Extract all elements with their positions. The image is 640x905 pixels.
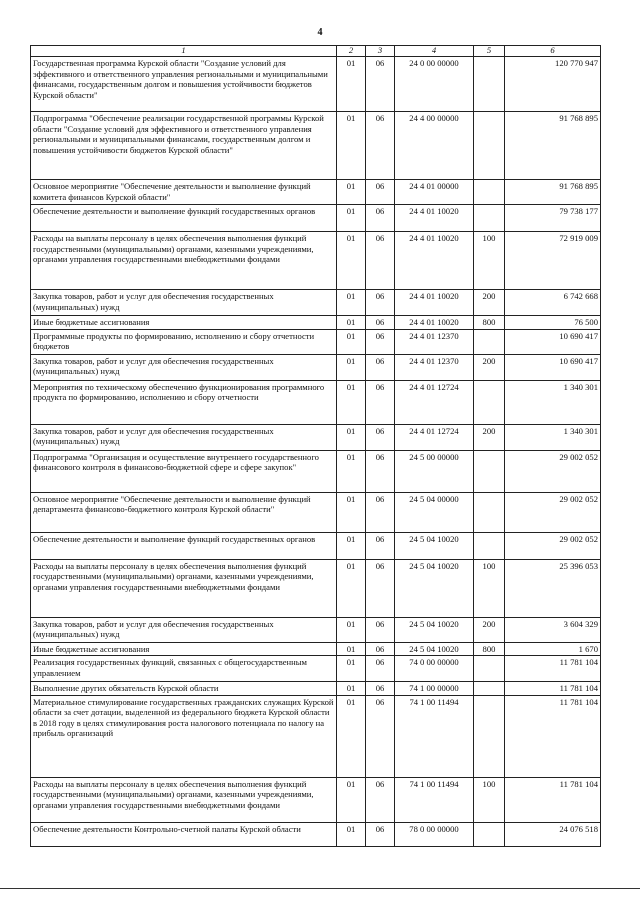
row-target-article-cell: 74 1 00 00000 [395, 682, 474, 696]
row-name-cell: Расходы на выплаты персоналу в целях обеспечения выполнения функций государственными (муниципальными) органами, казенными учреждениями, органами управления государственными внебюджетными фондами [31, 232, 337, 290]
row-expense-type-cell [474, 329, 505, 354]
row-amount-cell: 91 768 895 [505, 112, 601, 180]
row-section-cell: 01 [337, 822, 366, 846]
row-amount-cell: 10 690 417 [505, 329, 601, 354]
row-amount-cell: 3 604 329 [505, 617, 601, 642]
row-amount-cell: 91 768 895 [505, 180, 601, 205]
row-expense-type-cell [474, 57, 505, 112]
row-name-cell: Расходы на выплаты персоналу в целях обеспечения выполнения функций государственными (муниципальными) органами, казенными учреждениями, органами управления государственными внебюджетными фондами [31, 559, 337, 617]
row-subsection-cell: 06 [366, 329, 395, 354]
table-row [31, 656, 601, 682]
table-row [31, 205, 601, 232]
row-expense-type-cell [474, 112, 505, 180]
row-subsection-cell: 06 [366, 532, 395, 559]
row-name-cell: Основное мероприятие "Обеспечение деятельности и выполнение функций департамента финансово-бюджетного контроля Курской области" [31, 492, 337, 532]
row-target-article-cell: 24 5 04 10020 [395, 617, 474, 642]
row-expense-type-cell: 100 [474, 777, 505, 822]
row-expense-type-cell: 100 [474, 559, 505, 617]
row-amount-cell: 11 781 104 [505, 656, 601, 682]
row-expense-type-cell: 800 [474, 316, 505, 330]
table-row [31, 424, 601, 450]
row-section-cell: 01 [337, 450, 366, 492]
table-row [31, 316, 601, 330]
row-target-article-cell: 74 1 00 11494 [395, 777, 474, 822]
row-amount-cell: 79 738 177 [505, 205, 601, 232]
row-target-article-cell: 24 4 01 10020 [395, 316, 474, 330]
row-expense-type-cell: 200 [474, 290, 505, 316]
header-cell: 6 [505, 46, 601, 57]
row-subsection-cell: 06 [366, 777, 395, 822]
row-name-cell: Иные бюджетные ассигнования [31, 642, 337, 656]
row-amount-cell: 72 919 009 [505, 232, 601, 290]
table-row [31, 617, 601, 642]
row-target-article-cell: 24 4 01 10020 [395, 290, 474, 316]
row-name-cell: Обеспечение деятельности Контрольно-счетной палаты Курской области [31, 822, 337, 846]
header-cell: 2 [337, 46, 366, 57]
row-target-article-cell: 24 4 01 12370 [395, 329, 474, 354]
row-name-cell: Обеспечение деятельности и выполнение функций государственных органов [31, 205, 337, 232]
row-target-article-cell: 24 5 04 00000 [395, 492, 474, 532]
row-name-cell: Материальное стимулирование государственных гражданских служащих Курской области за счет дотации, выделенной из федерального бюджета Курской области в 2018 году в целях стимулирования роста налогового потенциала по налогу на прибыль организаций [31, 695, 337, 777]
table-row [31, 450, 601, 492]
row-amount-cell: 10 690 417 [505, 354, 601, 380]
row-name-cell: Обеспечение деятельности и выполнение функций государственных органов [31, 532, 337, 559]
table-row [31, 695, 601, 777]
table-header-row [31, 46, 601, 57]
row-expense-type-cell: 800 [474, 642, 505, 656]
row-expense-type-cell [474, 532, 505, 559]
table-body [31, 46, 601, 847]
row-section-cell: 01 [337, 180, 366, 205]
header-cell: 3 [366, 46, 395, 57]
row-target-article-cell: 78 0 00 00000 [395, 822, 474, 846]
row-name-cell: Иные бюджетные ассигнования [31, 316, 337, 330]
row-amount-cell: 11 781 104 [505, 777, 601, 822]
row-expense-type-cell: 200 [474, 424, 505, 450]
row-subsection-cell: 06 [366, 682, 395, 696]
row-expense-type-cell [474, 380, 505, 424]
row-subsection-cell: 06 [366, 617, 395, 642]
row-section-cell: 01 [337, 617, 366, 642]
row-section-cell: 01 [337, 424, 366, 450]
row-expense-type-cell: 200 [474, 617, 505, 642]
row-target-article-cell: 24 5 04 10020 [395, 559, 474, 617]
row-section-cell: 01 [337, 316, 366, 330]
row-subsection-cell: 06 [366, 290, 395, 316]
header-cell: 1 [31, 46, 337, 57]
header-cell: 5 [474, 46, 505, 57]
table-row [31, 354, 601, 380]
row-section-cell: 01 [337, 559, 366, 617]
row-target-article-cell: 24 4 01 10020 [395, 232, 474, 290]
table-row [31, 642, 601, 656]
row-name-cell: Закупка товаров, работ и услуг для обеспечения государственных (муниципальных) нужд [31, 424, 337, 450]
row-amount-cell: 29 002 052 [505, 492, 601, 532]
row-name-cell: Закупка товаров, работ и услуг для обеспечения государственных (муниципальных) нужд [31, 354, 337, 380]
row-subsection-cell: 06 [366, 559, 395, 617]
row-subsection-cell: 06 [366, 695, 395, 777]
row-subsection-cell: 06 [366, 656, 395, 682]
row-name-cell: Программные продукты по формированию, исполнению и сбору отчетности бюджетов [31, 329, 337, 354]
row-name-cell: Основное мероприятие "Обеспечение деятельности и выполнение функций комитета финансов Курской области" [31, 180, 337, 205]
row-expense-type-cell [474, 656, 505, 682]
row-amount-cell: 120 770 947 [505, 57, 601, 112]
row-amount-cell: 1 340 301 [505, 380, 601, 424]
table-row [31, 559, 601, 617]
table-row [31, 777, 601, 822]
row-section-cell: 01 [337, 205, 366, 232]
budget-table [30, 45, 601, 847]
row-name-cell: Выполнение других обязательств Курской области [31, 682, 337, 696]
row-subsection-cell: 06 [366, 316, 395, 330]
table-row [31, 682, 601, 696]
row-expense-type-cell: 200 [474, 354, 505, 380]
row-target-article-cell: 24 5 00 00000 [395, 450, 474, 492]
table-row [31, 492, 601, 532]
row-name-cell: Мероприятия по техническому обеспечению функционирования программного продукта по формированию, исполнению и сбору отчетности [31, 380, 337, 424]
row-section-cell: 01 [337, 777, 366, 822]
row-section-cell: 01 [337, 682, 366, 696]
row-amount-cell: 6 742 668 [505, 290, 601, 316]
row-section-cell: 01 [337, 656, 366, 682]
row-amount-cell: 1 340 301 [505, 424, 601, 450]
row-subsection-cell: 06 [366, 205, 395, 232]
row-amount-cell: 29 002 052 [505, 532, 601, 559]
row-subsection-cell: 06 [366, 112, 395, 180]
row-section-cell: 01 [337, 492, 366, 532]
row-subsection-cell: 06 [366, 232, 395, 290]
row-subsection-cell: 06 [366, 354, 395, 380]
row-target-article-cell: 24 4 01 10020 [395, 205, 474, 232]
row-section-cell: 01 [337, 642, 366, 656]
row-expense-type-cell [474, 682, 505, 696]
row-section-cell: 01 [337, 380, 366, 424]
table-row [31, 329, 601, 354]
row-subsection-cell: 06 [366, 57, 395, 112]
row-expense-type-cell [474, 180, 505, 205]
row-target-article-cell: 24 4 01 12370 [395, 354, 474, 380]
row-expense-type-cell [474, 822, 505, 846]
row-section-cell: 01 [337, 290, 366, 316]
row-section-cell: 01 [337, 354, 366, 380]
row-target-article-cell: 24 4 01 00000 [395, 180, 474, 205]
row-section-cell: 01 [337, 57, 366, 112]
row-amount-cell: 29 002 052 [505, 450, 601, 492]
table-row [31, 112, 601, 180]
row-expense-type-cell: 100 [474, 232, 505, 290]
page-bottom-rule [0, 888, 640, 889]
row-amount-cell: 11 781 104 [505, 682, 601, 696]
row-expense-type-cell [474, 450, 505, 492]
row-target-article-cell: 24 4 01 12724 [395, 380, 474, 424]
table-row [31, 232, 601, 290]
row-name-cell: Реализация государственных функций, связанных с общегосударственным управлением [31, 656, 337, 682]
row-target-article-cell: 24 5 04 10020 [395, 642, 474, 656]
row-expense-type-cell [474, 205, 505, 232]
row-expense-type-cell [474, 695, 505, 777]
row-amount-cell: 25 396 053 [505, 559, 601, 617]
row-expense-type-cell [474, 492, 505, 532]
table-row [31, 822, 601, 846]
row-section-cell: 01 [337, 695, 366, 777]
row-amount-cell: 11 781 104 [505, 695, 601, 777]
page-number: 4 [317, 27, 323, 38]
table-row [31, 57, 601, 112]
row-name-cell: Подпрограмма "Организация и осуществление внутреннего государственного финансового контроля в финансово-бюджетной сфере и сфере закупок" [31, 450, 337, 492]
row-subsection-cell: 06 [366, 450, 395, 492]
row-target-article-cell: 74 1 00 11494 [395, 695, 474, 777]
row-amount-cell: 24 076 518 [505, 822, 601, 846]
row-section-cell: 01 [337, 329, 366, 354]
row-name-cell: Расходы на выплаты персоналу в целях обеспечения выполнения функций государственными (муниципальными) органами, казенными учреждениями, органами управления государственными внебюджетными фондами [31, 777, 337, 822]
row-name-cell: Закупка товаров, работ и услуг для обеспечения государственных (муниципальных) нужд [31, 290, 337, 316]
row-subsection-cell: 06 [366, 642, 395, 656]
row-target-article-cell: 24 4 00 00000 [395, 112, 474, 180]
row-target-article-cell: 24 0 00 00000 [395, 57, 474, 112]
row-name-cell: Подпрограмма "Обеспечение реализации государственной программы Курской области "Создание условий для эффективного и ответственного управления региональными и муниципальными финансами, государственным долгом и повышения устойчивости бюджетов Курской области" [31, 112, 337, 180]
row-section-cell: 01 [337, 532, 366, 559]
row-subsection-cell: 06 [366, 822, 395, 846]
row-target-article-cell: 74 0 00 00000 [395, 656, 474, 682]
row-amount-cell: 1 670 [505, 642, 601, 656]
row-subsection-cell: 06 [366, 380, 395, 424]
table-row [31, 290, 601, 316]
row-section-cell: 01 [337, 112, 366, 180]
row-amount-cell: 76 500 [505, 316, 601, 330]
row-subsection-cell: 06 [366, 492, 395, 532]
row-subsection-cell: 06 [366, 180, 395, 205]
row-target-article-cell: 24 4 01 12724 [395, 424, 474, 450]
table-row [31, 532, 601, 559]
table-row [31, 380, 601, 424]
header-cell: 4 [395, 46, 474, 57]
row-section-cell: 01 [337, 232, 366, 290]
row-name-cell: Государственная программа Курской области "Создание условий для эффективного и ответственного управления региональными и муниципальными финансами, государственным долгом и повышения устойчивости бюджетов Курской области" [31, 57, 337, 112]
row-subsection-cell: 06 [366, 424, 395, 450]
row-name-cell: Закупка товаров, работ и услуг для обеспечения государственных (муниципальных) нужд [31, 617, 337, 642]
row-target-article-cell: 24 5 04 10020 [395, 532, 474, 559]
table-row [31, 180, 601, 205]
